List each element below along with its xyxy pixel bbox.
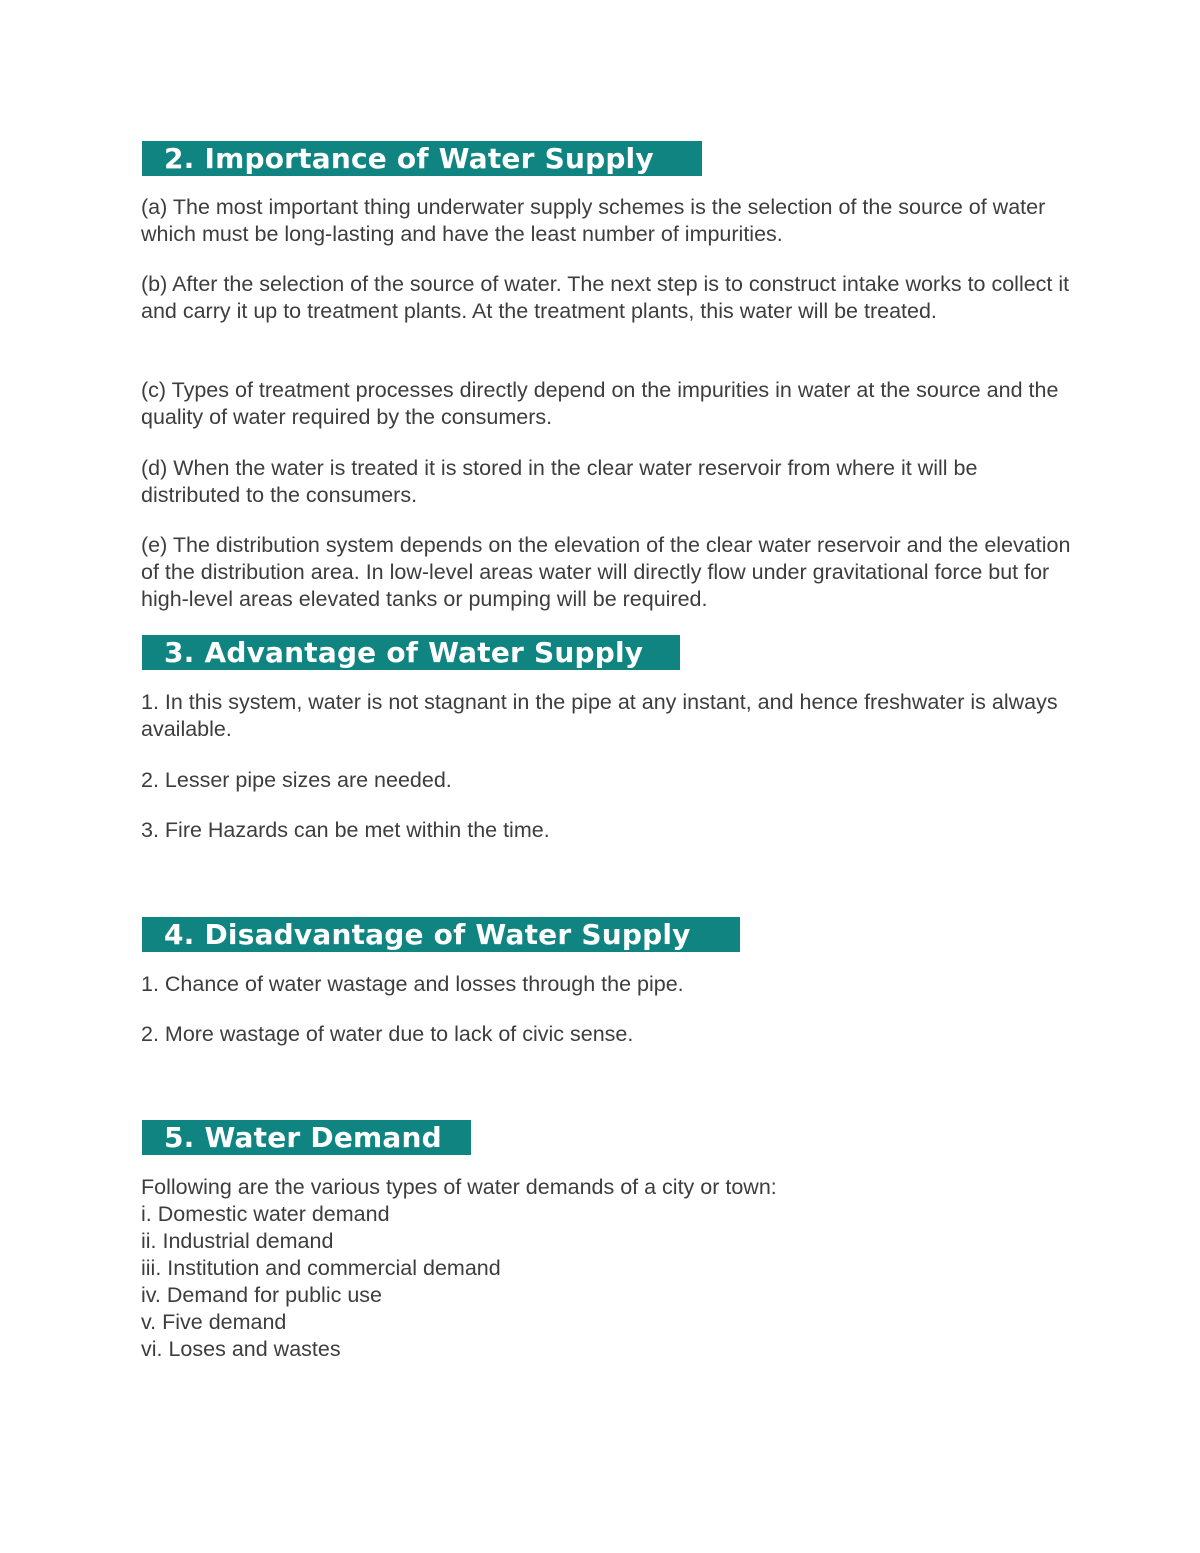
- importance-paragraph-b: (b) After the selection of the source of water. The next step is to construct intake works to collect it and carry it up to treatment plants. At the treatment plants, this water will be treated.: [141, 272, 1070, 323]
- disadvantage-item-2: 2. More wastage of water due to lack of civic sense.: [141, 1022, 634, 1046]
- section-heading-water-demand: 5. Water Demand: [142, 1120, 471, 1155]
- advantage-item-1: 1. In this system, water is not stagnant in the pipe at any instant, and hence freshwater is always available.: [141, 690, 1058, 741]
- importance-paragraph-a: (a) The most important thing underwater supply schemes is the selection of the source of water which must be long-lasting and have the least number of impurities.: [141, 195, 1046, 246]
- disadvantage-item-1: 1. Chance of water wastage and losses through the pipe.: [141, 972, 684, 996]
- water-demand-list: [141, 1201, 1071, 1363]
- list-item: iv. Demand for public use: [141, 1283, 382, 1307]
- section-heading-importance: 2. Importance of Water Supply: [142, 141, 702, 176]
- section-heading-disadvantage: 4. Disadvantage of Water Supply: [142, 917, 740, 952]
- importance-paragraph-e: (e) The distribution system depends on the elevation of the clear water reservoir and the elevation of the distribution area. In low-level areas water will directly flow under gravitational force but for high-level areas elevated tanks or pumping will be required.: [141, 533, 1071, 611]
- list-item: ii. Industrial demand: [141, 1229, 334, 1253]
- list-item: i. Domestic water demand: [141, 1202, 390, 1226]
- water-demand-intro: Following are the various types of water demands of a city or town:: [141, 1175, 777, 1199]
- section-heading-advantage: 3. Advantage of Water Supply: [142, 635, 680, 670]
- importance-paragraph-d: (d) When the water is treated it is stored in the clear water reservoir from where it will be distributed to the consumers.: [141, 456, 978, 507]
- list-item: v. Five demand: [141, 1310, 287, 1334]
- list-item: iii. Institution and commercial demand: [141, 1256, 501, 1280]
- advantage-item-2: 2. Lesser pipe sizes are needed.: [141, 768, 452, 792]
- advantage-item-3: 3. Fire Hazards can be met within the time.: [141, 818, 550, 842]
- list-item: vi. Loses and wastes: [141, 1337, 341, 1361]
- importance-paragraph-c: (c) Types of treatment processes directly depend on the impurities in water at the source and the quality of water required by the consumers.: [141, 378, 1059, 429]
